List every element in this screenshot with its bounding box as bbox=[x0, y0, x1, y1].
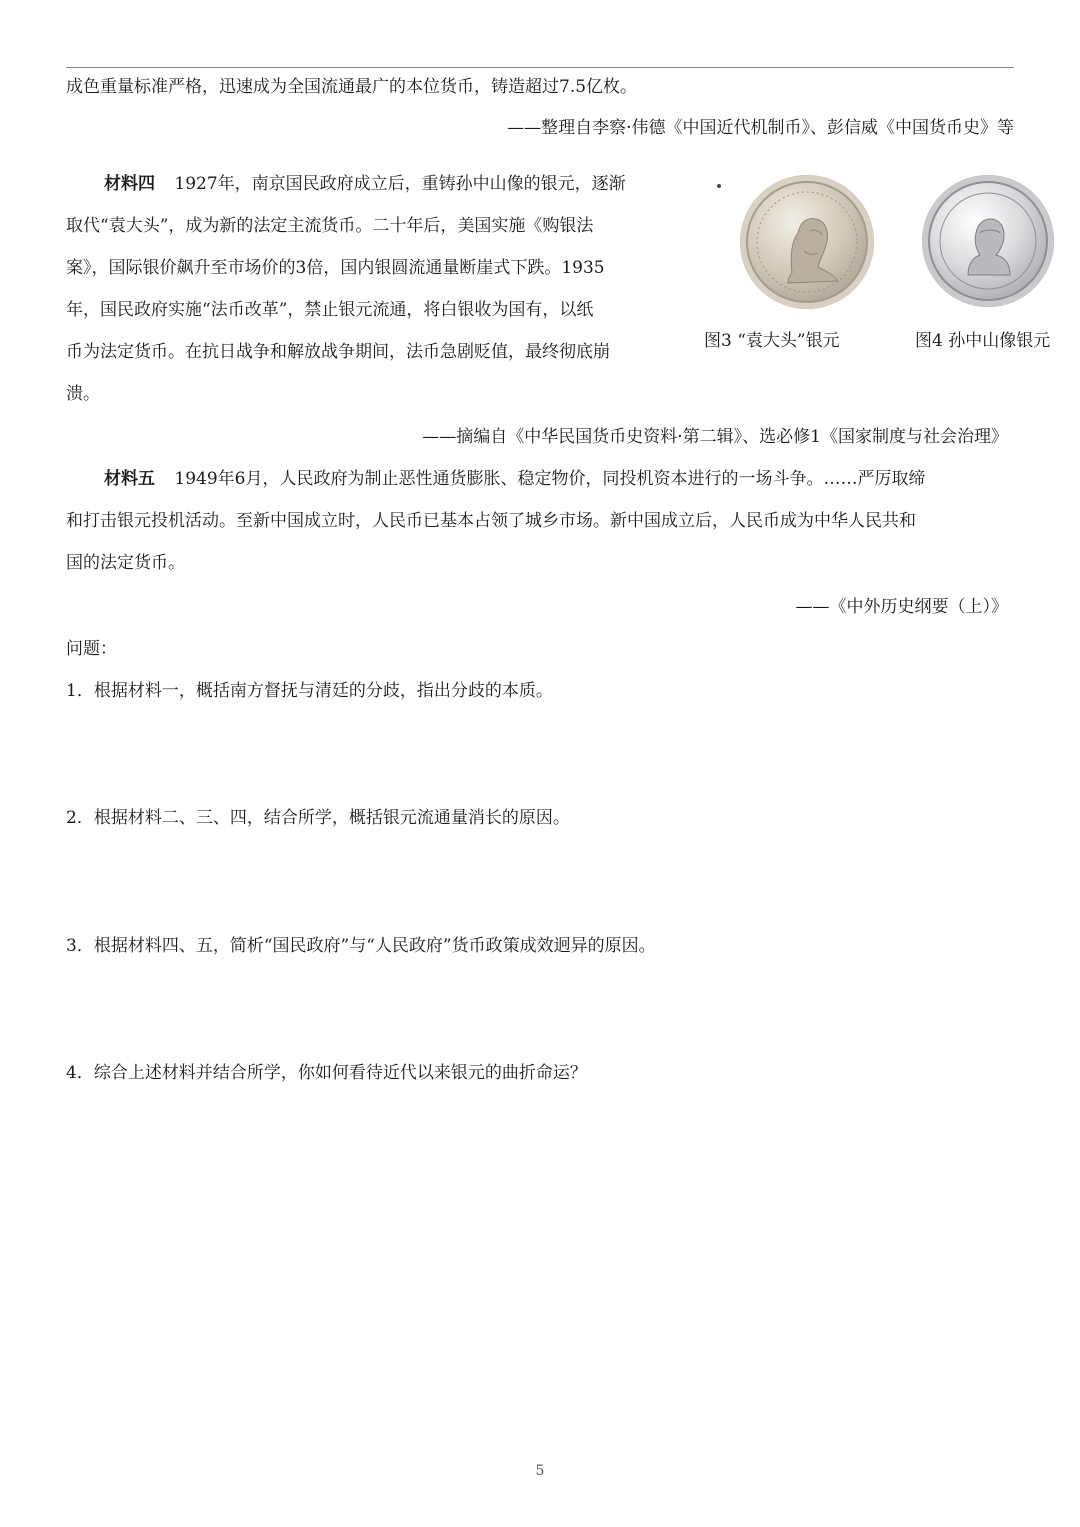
question-3: 3．根据材料四、五，简析“国民政府”与“人民政府”货币政策成效迥异的原因。 bbox=[66, 936, 656, 956]
source-material3: ——整理自李察·伟德《中国近代机制币》、彭信威《中国货币史》等 bbox=[507, 118, 1014, 138]
question-1: 1．根据材料一，概括南方督抚与清廷的分歧，指出分歧的本质。 bbox=[66, 681, 553, 701]
material5-line-1 bbox=[104, 468, 925, 490]
decorative-dot bbox=[717, 184, 721, 188]
material5-text: 1949年6月，人民政府为制止恶性通货膨胀、稳定物价，同投机资本进行的一场斗争。……严厉取缔 bbox=[174, 469, 926, 489]
figure4-caption: 图4 孙中山像银元 bbox=[915, 331, 1051, 351]
question-4: 4．综合上述材料并结合所学，你如何看待近代以来银元的曲折命运？ bbox=[66, 1063, 587, 1083]
material4-line-2: 取代“袁大头”，成为新的法定主流货币。二十年后，美国实施《购银法 bbox=[66, 216, 594, 236]
material4-line-6: 溃。 bbox=[66, 384, 100, 404]
material5-label: 材料五 bbox=[104, 469, 155, 489]
carryover-text: 成色重量标准严格，迅速成为全国流通最广的本位货币，铸造超过7.5亿枚。 bbox=[66, 77, 638, 97]
questions-heading: 问题： bbox=[66, 639, 117, 659]
question-2: 2．根据材料二、三、四，结合所学，概括银元流通量消长的原因。 bbox=[66, 808, 570, 828]
source-material4: ——摘编自《中华民国货币史资料·第二辑》、选必修1《国家制度与社会治理》 bbox=[422, 427, 1008, 447]
sun-yatsen-coin-icon bbox=[922, 175, 1054, 307]
material4-line-5: 币为法定货币。在抗日战争和解放战争期间，法币急剧贬值，最终彻底崩 bbox=[66, 342, 610, 362]
material4-text: 1927年，南京国民政府成立后，重铸孙中山像的银元，逐渐 bbox=[174, 174, 626, 194]
material5-line-2: 和打击银元投机活动。至新中国成立时，人民币已基本占领了城乡市场。新中国成立后，人民币成为中华人民共和 bbox=[66, 511, 916, 531]
material4-label: 材料四 bbox=[104, 174, 155, 194]
material4-line-4: 年，国民政府实施“法币改革”，禁止银元流通，将白银收为国有，以纸 bbox=[66, 300, 594, 320]
header-rule bbox=[66, 67, 1014, 68]
material4-line-1 bbox=[104, 173, 626, 195]
material5-line-3: 国的法定货币。 bbox=[66, 553, 185, 573]
material4-line-3: 案》，国际银价飙升至市场价的3倍，国内银圆流通量断崖式下跌。1935 bbox=[66, 258, 605, 278]
source-material5: ——《中外历史纲要（上）》 bbox=[795, 597, 1008, 617]
page-number: 5 bbox=[535, 1463, 545, 1479]
yuan-shikai-coin-icon bbox=[740, 175, 874, 309]
figure3-caption: 图3 “袁大头”银元 bbox=[704, 331, 840, 351]
